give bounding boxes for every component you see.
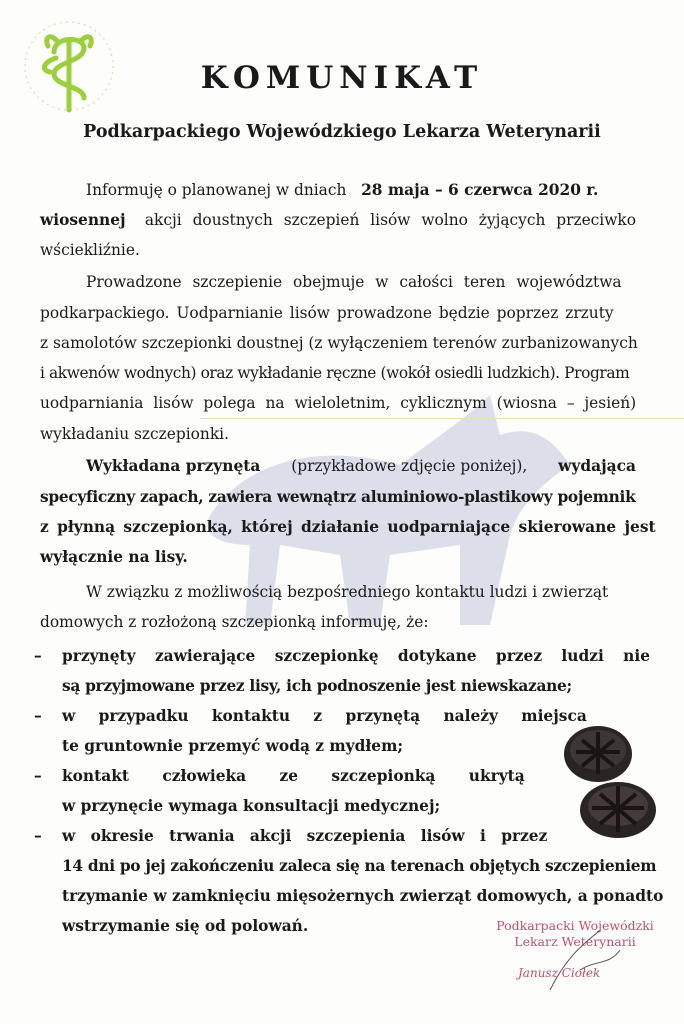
p4-line-1: W związku z możliwością bezpośredniego kontaktu ludzi i zwierząt <box>86 583 609 601</box>
p1-line-1: Informuję o planowanej w dniach 28 maja – 6 czerwca 2020 r. <box>86 181 599 199</box>
p1-line-2: wiosennej akcji doustnych szczepień lisów wolno żyjących przeciwko <box>40 211 636 229</box>
bullet-dash-1: – <box>34 647 42 665</box>
bullet-dash-4: – <box>34 827 42 845</box>
p2-line-3: z samolotów szczepionki doustnej (z wyłączeniem terenów zurbanizowanych <box>40 334 638 352</box>
bait-tablet-icon <box>562 722 634 784</box>
bullet-1-line-1: przynęty zawierające szczepionkę dotykane przez ludzi nie <box>62 647 650 665</box>
p3-line-1: Wykładana przynęta (przykładowe zdjęcie poniżej), wydająca <box>86 457 636 475</box>
bullet-3-line-1: kontakt człowieka ze szczepionką ukrytą <box>62 767 525 785</box>
bullet-4-line-3: trzymanie w zamknięciu mięsożernych zwierząt domowych, a ponadto <box>62 887 664 905</box>
p1-line-3: wściekliźnie. <box>40 241 140 259</box>
stamp-line-2: Lekarz Weterynarii <box>514 934 636 949</box>
bullet-4-line-1: w okresie trwania akcji szczepienia lisów i przez <box>62 827 548 845</box>
bullet-2-line-2: te gruntownie przemyć wodą z mydłem; <box>62 737 404 755</box>
p3-line-2: specyficzny zapach, zawiera wewnątrz aluminiowo-plastikowy pojemnik <box>40 488 636 506</box>
p2-line-4: i akwenów wodnych) oraz wykładanie ręczne (wokół osiedli ludzkich). Program <box>40 364 630 382</box>
bullet-4-line-4: wstrzymanie się od polowań. <box>62 917 309 935</box>
signature-scribble-icon <box>540 930 630 1000</box>
bullet-3-line-2: w przynęcie wymaga konsultacji medycznej; <box>62 797 441 815</box>
stamp-line-1: Podkarpacki Wojewódzki <box>496 918 654 933</box>
bait-tablet-icon <box>578 778 658 840</box>
page-title: KOMUNIKAT <box>200 60 484 96</box>
p4-line-2: domowych z rozłożoną szczepionką informuję, że: <box>40 613 429 631</box>
signature: Janusz Ciołek <box>518 966 601 980</box>
page-subtitle: Podkarpackiego Wojewódzkiego Lekarza Weterynarii <box>83 122 601 142</box>
bullet-1-line-2: są przyjmowane przez lisy, ich podnoszenie jest niewskazane; <box>62 677 572 695</box>
p3-line-4: wyłącznie na lisy. <box>40 548 188 566</box>
p2-line-5: uodparniania lisów polega na wieloletnim, cyklicznym (wiosna – jesień) <box>40 394 637 412</box>
bullet-dash-2: – <box>34 707 42 725</box>
scan-line <box>200 418 684 419</box>
p2-line-6: wykładaniu szczepionki. <box>40 425 229 443</box>
p2-line-2: podkarpackiego. Uodparnianie lisów prowadzone będzie poprzez zrzuty <box>40 304 614 322</box>
bullet-2-line-1: w przypadku kontaktu z przynętą należy miejsca <box>62 707 587 725</box>
p3-line-3: z płynną szczepionką, której działanie uodparniające skierowane jest <box>40 518 656 536</box>
p2-line-1: Prowadzone szczepienie obejmuje w całości teren województwa <box>86 273 622 291</box>
bullet-4-line-2: 14 dni po jej zakończeniu zaleca się na terenach objętych szczepieniem <box>62 857 657 875</box>
bullet-dash-3: – <box>34 767 42 785</box>
